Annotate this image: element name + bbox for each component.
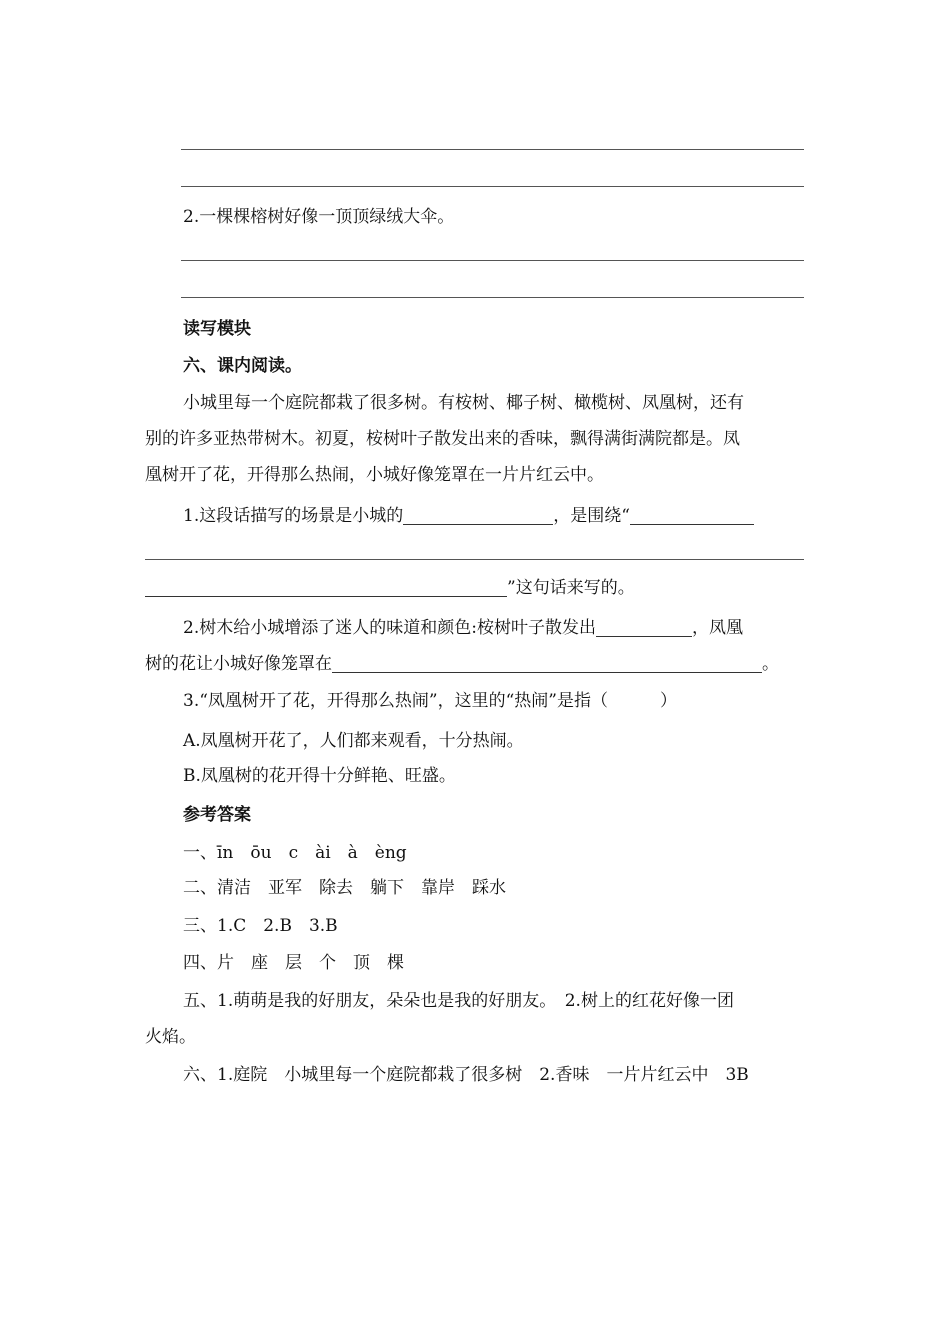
answer-3: 三、1.C 2.B 3.B [183,916,338,936]
answer-blank-1d[interactable] [145,578,507,597]
question-1-text-a: 1.这段话描写的场景是小城的 [183,506,404,526]
answer-5-line-2: 火焰。 [145,1027,196,1047]
question-3-text: 3.“凤凰树开了花，开得那么热闹”，这里的“热闹”是指（ [183,691,608,711]
question-1-line-1 [183,505,754,527]
question-3-close-paren: ） [659,691,677,711]
question-2-text-a: 2.树木给小城增添了迷人的味道和颜色:桉树叶子散发出 [183,618,596,638]
question-2-line-2 [145,653,779,675]
writing-line-4 [181,297,804,298]
question-3-option-a: A.凤凰树开花了，人们都来观看，十分热闹。 [183,731,524,751]
answer-1: 一、īn ōu c ài à èng [183,843,407,863]
question-2-line-1 [183,617,743,639]
writing-line-1 [181,149,804,150]
answer-2: 二、清洁 亚军 除去 躺下 靠岸 踩水 [183,878,506,898]
answer-blank-2b[interactable] [332,654,762,673]
section-heading-readwrite: 读写模块 [183,319,251,339]
question-1-text-b: ，是围绕“ [553,506,630,526]
writing-line-2 [181,186,804,187]
answer-4: 四、片 座 层 个 顶 棵 [183,953,404,973]
answer-blank-1c[interactable] [145,559,804,560]
answer-5-line-1: 五、1.萌萌是我的好朋友，朵朵也是我的好朋友。 2.树上的红花好像一团 [183,991,734,1011]
passage-line-2: 别的许多亚热带树木。初夏，桉树叶子散发出来的香味，飘得满街满院都是。凤 [145,429,740,449]
question-2-text-b: ，凤凰 [691,618,743,638]
question-2-text-d: 。 [762,654,779,674]
answer-blank-1b[interactable] [630,506,754,525]
writing-line-3 [181,260,804,261]
answer-key-title: 参考答案 [183,805,251,825]
question-3-stem [183,690,677,712]
answer-blank-2a[interactable] [596,618,692,637]
question-sentence-2: 2.一棵棵榕树好像一顶顶绿绒大伞。 [183,207,455,227]
question-1-text-c: ”这句话来写的。 [507,578,635,598]
passage-line-1: 小城里每一个庭院都栽了很多树。有桉树、椰子树、橄榄树、凤凰树，还有 [183,393,744,413]
question-2-text-c: 树的花让小城好像笼罩在 [145,654,332,674]
passage-line-3: 凰树开了花，开得那么热闹，小城好像笼罩在一片片红云中。 [145,465,604,485]
question-3-option-b: B.凤凰树的花开得十分鲜艳、旺盛。 [183,766,456,786]
answer-6: 六、1.庭院 小城里每一个庭院都栽了很多树 2.香味 一片片红云中 3B [183,1065,749,1085]
question-1-line-3 [145,577,635,599]
answer-blank-1a[interactable] [403,506,553,525]
section-heading-reading: 六、课内阅读。 [183,356,302,376]
